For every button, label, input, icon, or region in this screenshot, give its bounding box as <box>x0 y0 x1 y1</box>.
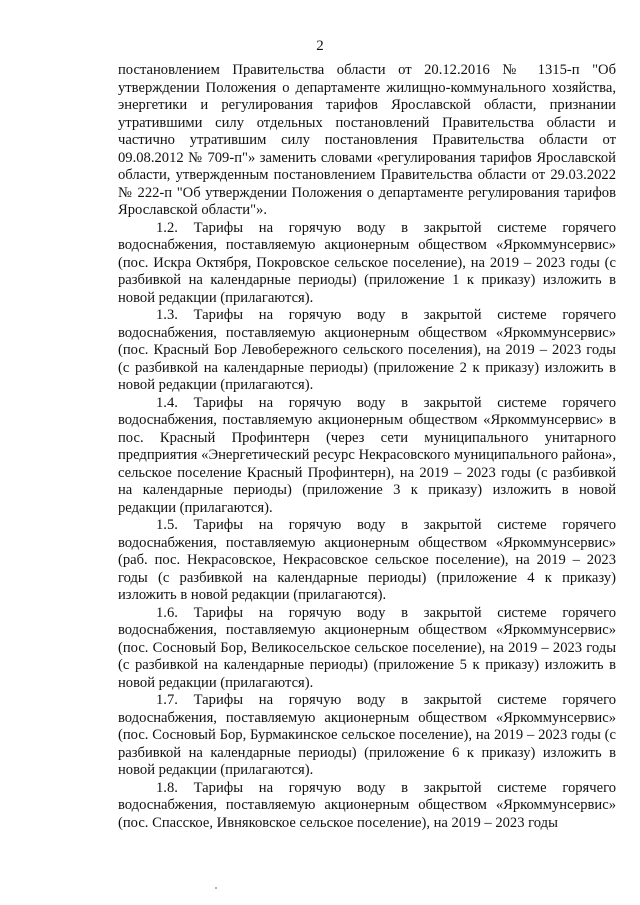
paragraph-1-3: 1.3. Тарифы на горячую воду в закрытой системе горячего водоснабжения, поставляемую акционерным обществом «Яркоммунсервис» (пос. Красный Бор Левобережного сельского поселения), на 2019 – 2023 годы (с разбивкой на календарные периоды) (приложение 2 к приказу) изложить в новой редакции (прилагаются). <box>118 307 616 393</box>
paragraph-1-2: 1.2. Тарифы на горячую воду в закрытой системе горячего водоснабжения, поставляемую акционерным обществом «Яркоммунсервис» (пос. Искра Октября, Покровское сельское поселение), на 2019 – 2023 годы (с разбивкой на календарные периоды) (приложение 1 к приказу) изложить в новой редакции (прилагаются). <box>118 219 616 306</box>
paragraph-continuation: постановлением Правительства области от 20.12.2016 № 1315-п "Об утверждении Положения о департаменте жилищно-коммунального хозяйства, энергетики и регулирования тарифов Ярославской области, признании утратившими силу отдельных постановлений Правительства области и частично утратившим силу постановления Правительства области от 09.08.2012 № 709-п"» заменить словами «регулирования тарифов Ярославской области, утвержденным постановлением Правительства области от 29.03.2022 № 222-п "Об утверждении Положения о департаменте регулирования тарифов Ярославской области"». <box>118 62 616 218</box>
scan-speck <box>215 887 217 889</box>
page-number: 2 <box>316 38 324 54</box>
paragraph-1-8: 1.8. Тарифы на горячую воду в закрытой системе горячего водоснабжения, поставляемую акционерным обществом «Яркоммунсервис» (пос. Спасское, Ивняковское сельское поселение), на 2019 – 2023 годы <box>118 779 616 831</box>
paragraph-1-6: 1.6. Тарифы на горячую воду в закрытой системе горячего водоснабжения, поставляемую акционерным обществом «Яркоммунсервис» (пос. Сосновый Бор, Великосельское сельское поселение), на 2019 – 2023 годы (с разбивкой на календарные периоды) (приложение 5 к приказу) изложить в новой редакции (прилагаются). <box>118 604 616 691</box>
paragraph-1-7: 1.7. Тарифы на горячую воду в закрытой системе горячего водоснабжения, поставляемую акционерным обществом «Яркоммунсервис» (пос. Сосновый Бор, Бурмакинское сельское поселение), на 2019 – 2023 годы (с разбивкой на календарные периоды) (приложение 6 к приказу) изложить в новой редакции (прилагаются). <box>118 692 616 778</box>
paragraph-1-5: 1.5. Тарифы на горячую воду в закрытой системе горячего водоснабжения, поставляемую акционерным обществом «Яркоммунсервис» (раб. пос. Некрасовское, Некрасовское сельское поселение), на 2019 – 2023 годы (с разбивкой на календарные периоды) (приложение 4 к приказу) изложить в новой редакции (прилагаются). <box>118 517 616 603</box>
document-body <box>118 62 616 832</box>
paragraph-1-4: 1.4. Тарифы на горячую воду в закрытой системе горячего водоснабжения, поставляемую акционерным обществом «Яркоммунсервис» в пос. Красный Профинтерн (через сети муниципального унитарного предприятия «Энергетический ресурс Некрасовского муниципального района», сельское поселение Красный Профинтерн), на 2019 – 2023 годы (с разбивкой на календарные периоды) (приложение 3 к приказу) изложить в новой редакции (прилагаются). <box>118 394 616 516</box>
